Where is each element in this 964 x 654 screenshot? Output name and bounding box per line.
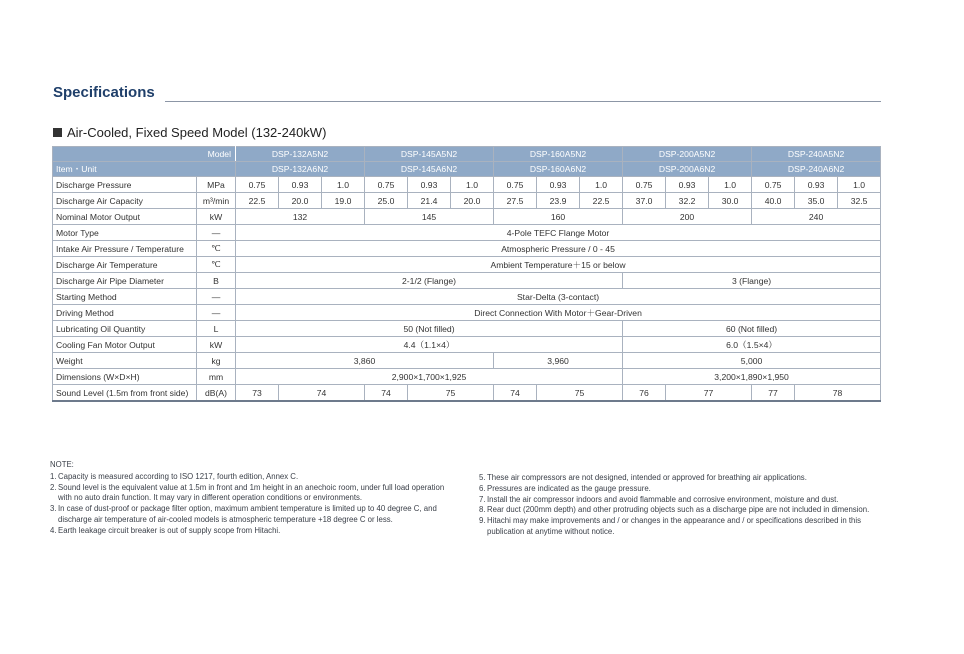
table-cell: 74: [365, 385, 408, 402]
note-text: These air compressors are not designed, intended or approved for breathing air applications.: [487, 473, 807, 482]
table-cell: 25.0: [365, 193, 408, 209]
row-unit: ℃: [197, 257, 236, 273]
note-number: 1.: [50, 471, 57, 481]
row-unit: B: [197, 273, 236, 289]
row-label: Starting Method: [53, 289, 197, 305]
row-unit: —: [197, 225, 236, 241]
row-label: Weight: [53, 353, 197, 369]
table-cell: 6.0（1.5×4）: [623, 337, 881, 353]
table-cell: 23.9: [537, 193, 580, 209]
row-unit: mm: [197, 369, 236, 385]
notes-right-column: [479, 473, 879, 538]
note-item: [479, 484, 879, 495]
table-cell: 76: [623, 385, 666, 402]
row-label: Sound Level (1.5m from front side): [53, 385, 197, 402]
table-cell: 4-Pole TEFC Flange Motor: [236, 225, 881, 241]
table-cell: 3 (Flange): [623, 273, 881, 289]
row-label: Discharge Pressure: [53, 177, 197, 193]
row-unit: m³/min: [197, 193, 236, 209]
table-cell: 35.0: [795, 193, 838, 209]
notes-left-column: [50, 460, 455, 537]
table-cell: 50 (Not filled): [236, 321, 623, 337]
model-header-label: Model: [53, 147, 236, 162]
note-item: [50, 504, 455, 526]
table-cell: 0.75: [365, 177, 408, 193]
table-cell: 19.0: [322, 193, 365, 209]
table-row: [53, 353, 881, 369]
model-name: DSP-132A6N2: [236, 162, 365, 177]
table-row: [53, 209, 881, 225]
note-number: 9.: [479, 516, 486, 526]
note-number: 7.: [479, 494, 486, 504]
table-cell: Atmospheric Pressure / 0 - 45: [236, 241, 881, 257]
table-cell: 0.75: [494, 177, 537, 193]
row-label: Driving Method: [53, 305, 197, 321]
table-cell: 5,000: [623, 353, 881, 369]
table-cell: 32.5: [838, 193, 881, 209]
table-cell: 0.93: [537, 177, 580, 193]
table-cell: 1.0: [451, 177, 494, 193]
note-text: Sound level is the equivalent value at 1.5m in front and 1m height in an anechoic room, under full load operation with no auto drain function. It may vary in different operation conditions or environments.: [58, 482, 445, 503]
note-number: 6.: [479, 483, 486, 493]
row-unit: kW: [197, 209, 236, 225]
page-title: Specifications: [53, 84, 155, 101]
note-item: [50, 483, 455, 505]
table-cell: 40.0: [752, 193, 795, 209]
table-cell: 240: [752, 209, 881, 225]
table-cell: 77: [666, 385, 752, 402]
note-number: 3.: [50, 504, 57, 514]
title-rule: [165, 101, 881, 102]
table-cell: 0.75: [236, 177, 279, 193]
section-heading: [53, 125, 326, 140]
note-item: [479, 495, 879, 506]
note-number: 4.: [50, 525, 57, 535]
table-cell: 75: [537, 385, 623, 402]
table-cell: 37.0: [623, 193, 666, 209]
note-text: In case of dust-proof or package filter option, maximum ambient temperature is limited up to 40 degree C, and discharge air temperature of air-cooled models is atmospheric temperature +18 degree C or less.: [58, 504, 437, 524]
table-cell: 20.0: [451, 193, 494, 209]
table-cell: Direct Connection With Motor＋Gear-Driven: [236, 305, 881, 321]
table-cell: 0.93: [666, 177, 709, 193]
table-cell: 0.93: [408, 177, 451, 193]
table-cell: 3,860: [236, 353, 494, 369]
model-name: DSP-132A5N2: [236, 147, 365, 162]
note-text: Rear duct (200mm depth) and other protruding objects such as a discharge pipe are not included in dimension.: [487, 505, 870, 515]
table-cell: 132: [236, 209, 365, 225]
note-text: Install the air compressor indoors and avoid flammable and corrosive environment, moisture and dust.: [487, 494, 839, 504]
note-item: [50, 472, 455, 483]
table-cell: 74: [494, 385, 537, 402]
row-unit: —: [197, 305, 236, 321]
row-unit: kW: [197, 337, 236, 353]
table-row: [53, 321, 881, 337]
table-cell: 21.4: [408, 193, 451, 209]
table-cell: 3,200×1,890×1,950: [623, 369, 881, 385]
row-label: Lubricating Oil Quantity: [53, 321, 197, 337]
bullet-square-icon: [53, 128, 62, 137]
table-header-row: [53, 162, 881, 177]
table-cell: 3,960: [494, 353, 623, 369]
note-number: 8.: [479, 505, 486, 515]
note-number: 2.: [50, 482, 57, 492]
table-row: [53, 305, 881, 321]
table-cell: Ambient Temperature＋15 or below: [236, 257, 881, 273]
table-cell: 0.93: [795, 177, 838, 193]
note-text: Earth leakage circuit breaker is out of supply scope from Hitachi.: [58, 525, 281, 535]
table-header-row: [53, 147, 881, 162]
row-unit: dB(A): [197, 385, 236, 402]
row-unit: kg: [197, 353, 236, 369]
model-name: DSP-160A5N2: [494, 147, 623, 162]
table-row: [53, 273, 881, 289]
row-label: Discharge Air Pipe Diameter: [53, 273, 197, 289]
table-cell: 0.75: [623, 177, 666, 193]
table-cell: 4.4（1.1×4）: [236, 337, 623, 353]
note-item: [479, 473, 879, 484]
specifications-table: [52, 146, 881, 402]
model-name: DSP-160A6N2: [494, 162, 623, 177]
table-cell: 1.0: [322, 177, 365, 193]
table-row: [53, 177, 881, 193]
item-unit-header-label: Item・Unit: [53, 162, 236, 177]
table-row: [53, 289, 881, 305]
model-name: DSP-145A5N2: [365, 147, 494, 162]
note-item: [479, 505, 879, 516]
table-cell: 73: [236, 385, 279, 402]
note-text: Hitachi may make improvements and / or changes in the appearance and / or specifications described in this publication at anytime without notice.: [487, 516, 862, 536]
table-row: [53, 225, 881, 241]
row-unit: L: [197, 321, 236, 337]
table-cell: 75: [408, 385, 494, 402]
table-cell: 1.0: [838, 177, 881, 193]
table-cell: 20.0: [279, 193, 322, 209]
note-item: [479, 516, 879, 538]
table-cell: 1.0: [709, 177, 752, 193]
table-cell: 77: [752, 385, 795, 402]
table-cell: 1.0: [580, 177, 623, 193]
note-item: [50, 526, 455, 537]
row-unit: MPa: [197, 177, 236, 193]
note-number: 5.: [479, 473, 486, 482]
table-cell: 160: [494, 209, 623, 225]
row-label: Dimensions (W×D×H): [53, 369, 197, 385]
note-text: Capacity is measured according to ISO 1217, fourth edition, Annex C.: [58, 471, 299, 481]
table-row: [53, 193, 881, 209]
row-label: Nominal Motor Output: [53, 209, 197, 225]
table-cell: 22.5: [236, 193, 279, 209]
table-cell: 145: [365, 209, 494, 225]
model-name: DSP-240A6N2: [752, 162, 881, 177]
row-label: Intake Air Pressure / Temperature: [53, 241, 197, 257]
row-unit: ℃: [197, 241, 236, 257]
table-cell: 27.5: [494, 193, 537, 209]
note-text: Pressures are indicated as the gauge pressure.: [487, 483, 651, 493]
table-row: [53, 369, 881, 385]
table-cell: 0.93: [279, 177, 322, 193]
table-cell: 2,900×1,700×1,925: [236, 369, 623, 385]
table-cell: 32.2: [666, 193, 709, 209]
table-row: [53, 385, 881, 402]
table-cell: 74: [279, 385, 365, 402]
table-cell: 0.75: [752, 177, 795, 193]
table-cell: 22.5: [580, 193, 623, 209]
table-cell: 2-1/2 (Flange): [236, 273, 623, 289]
row-unit: —: [197, 289, 236, 305]
model-name: DSP-200A5N2: [623, 147, 752, 162]
row-label: Motor Type: [53, 225, 197, 241]
table-row: [53, 257, 881, 273]
model-name: DSP-240A5N2: [752, 147, 881, 162]
table-cell: Star-Delta (3-contact): [236, 289, 881, 305]
table-cell: 78: [795, 385, 881, 402]
row-label: Cooling Fan Motor Output: [53, 337, 197, 353]
row-label: Discharge Air Temperature: [53, 257, 197, 273]
table-cell: 60 (Not filled): [623, 321, 881, 337]
table-cell: 30.0: [709, 193, 752, 209]
row-label: Discharge Air Capacity: [53, 193, 197, 209]
table-row: [53, 337, 881, 353]
model-name: DSP-145A6N2: [365, 162, 494, 177]
table-cell: 200: [623, 209, 752, 225]
notes-heading: NOTE:: [50, 460, 74, 469]
section-title: Air-Cooled, Fixed Speed Model (132-240kW): [67, 125, 327, 140]
model-name: DSP-200A6N2: [623, 162, 752, 177]
table-row: [53, 241, 881, 257]
